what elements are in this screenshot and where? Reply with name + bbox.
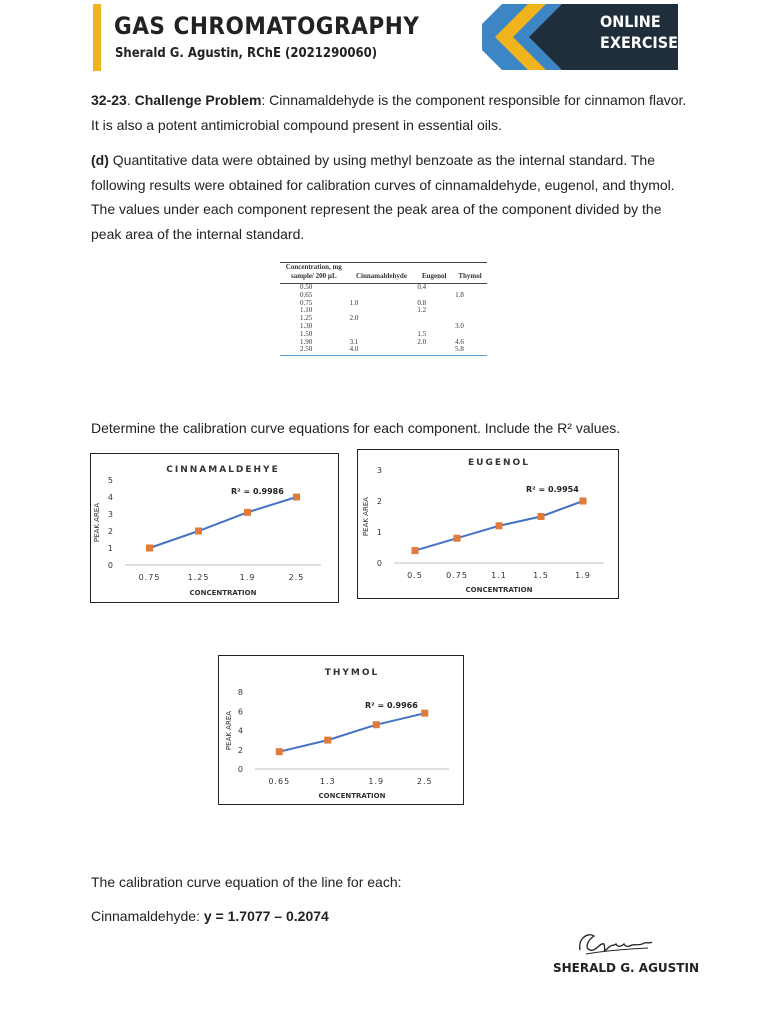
data-point — [496, 522, 503, 529]
table-cell: 1.2 — [417, 306, 427, 315]
data-point — [373, 721, 380, 728]
part-label: (d) — [91, 152, 109, 168]
table-cell — [453, 307, 487, 315]
page-subtitle: Sherald G. Agustin, RChE (2021290060) — [115, 46, 378, 61]
table-cell: 2.50 — [280, 346, 348, 355]
table-cell: 0.75 — [300, 298, 313, 307]
signature-name: SHERALD G. AGUSTIN — [553, 961, 699, 975]
problem-intro-text: : Cinnamaldehyde is the component responsible for cinnamon flavor. It is also a potent antimicrobial compound present in essential oils. — [91, 92, 687, 133]
data-point — [195, 528, 202, 535]
table-cell: 1.25 — [300, 314, 313, 323]
table-row — [280, 346, 487, 355]
y-tick-label: 4 — [237, 726, 243, 736]
y-tick-label: 4 — [107, 493, 113, 502]
banner-line-online: ONLINE — [600, 12, 661, 31]
data-point — [580, 498, 587, 505]
table-cell: 1.0 — [349, 298, 359, 307]
x-tick-label: 0.75 — [138, 573, 161, 582]
x-axis-title: CONCENTRATION — [189, 589, 257, 597]
col-header-thymol: Thymol — [458, 272, 482, 280]
problem-intro — [91, 88, 691, 137]
data-point — [454, 535, 461, 542]
table-cell: 2.0 — [349, 314, 359, 323]
table-cell: 0.50 — [300, 283, 313, 291]
trend-line — [150, 497, 297, 548]
data-point — [276, 748, 283, 755]
chart-eugenol — [358, 450, 618, 598]
table-cell: 3.1 — [349, 337, 359, 346]
trend-line — [279, 713, 425, 752]
table-cell: 1.8 — [455, 290, 464, 299]
data-point — [324, 737, 331, 744]
y-tick-label: 0 — [107, 561, 113, 570]
part-text: Quantitative data were obtained by using methyl benzoate as the internal standard. The following results were obtained for calibration curves of cinnamaldehyde, eugenol, and thymol. The values under each component represent the peak area of the component divided by the peak area of the internal standard. — [91, 152, 675, 242]
chart-title: EUGENOL — [468, 458, 530, 468]
x-tick-label: 0.75 — [446, 571, 468, 580]
page-title: GAS CHROMATOGRAPHY — [114, 12, 420, 40]
chart-thymol — [219, 656, 463, 804]
table-cell — [415, 346, 453, 355]
y-tick-label: 2 — [376, 497, 382, 506]
chart-thymol-frame — [218, 655, 464, 805]
x-axis-title: CONCENTRATION — [465, 586, 533, 594]
table-cell: 1.90 — [300, 337, 313, 346]
y-tick-label: 2 — [107, 527, 113, 536]
y-tick-label: 5 — [107, 476, 113, 485]
y-tick-label: 3 — [107, 510, 113, 519]
table-body — [280, 284, 487, 356]
data-point — [146, 545, 153, 552]
data-point — [412, 547, 419, 554]
table-cell: 3.0 — [455, 321, 464, 330]
chart-title: THYMOL — [324, 668, 380, 678]
instruction-text: Determine the calibration curve equations for each component. Include the R² values. — [91, 420, 621, 436]
x-axis-title: CONCENTRATION — [318, 792, 386, 800]
x-tick-label: 0.5 — [407, 571, 423, 580]
x-tick-label: 1.9 — [239, 573, 256, 582]
y-tick-label: 8 — [237, 688, 243, 697]
result-cinnamaldehyde-equation: y = 1.7077 – 0.2074 — [203, 908, 329, 924]
x-tick-label: 1.9 — [368, 777, 385, 786]
table-cell: 0.8 — [417, 298, 427, 307]
table-cell: 1.30 — [300, 321, 313, 330]
chart-cinnamaldehyde-frame — [90, 453, 339, 603]
table-cell: 1.10 — [300, 306, 313, 315]
problem-label: Challenge Problem — [134, 92, 262, 108]
header-accent-bar — [93, 4, 101, 71]
x-tick-label: 1.5 — [533, 571, 549, 580]
chart-cinnamaldehyde — [91, 454, 338, 602]
x-tick-label: 1.1 — [491, 571, 507, 580]
table-cell: 0.65 — [300, 290, 313, 299]
y-tick-label: 2 — [237, 745, 243, 755]
results-intro: The calibration curve equation of the line for each: — [91, 874, 402, 890]
chart-title: CINNAMALDEHYE — [166, 465, 280, 475]
x-tick-label: 2.5 — [416, 777, 433, 786]
x-tick-label: 1.25 — [187, 573, 210, 582]
r-squared-label: R² = 0.9954 — [526, 485, 579, 494]
col-header-cinnamaldehyde: Cinnamaldehyde — [355, 272, 407, 280]
table-cell: 4.0 — [348, 346, 416, 355]
table-cell — [415, 315, 453, 323]
y-tick-label: 0 — [237, 765, 243, 774]
problem-number-sep: . — [126, 92, 135, 108]
data-point — [244, 509, 251, 516]
y-axis-title: PEAK AREA — [93, 502, 101, 543]
problem-number: 32-23 — [91, 92, 127, 108]
result-cinnamaldehyde-label: Cinnamaldehyde: — [91, 908, 204, 924]
table-header-row — [280, 263, 487, 284]
x-tick-label: 0.65 — [268, 777, 291, 786]
table-cell: 1.50 — [300, 329, 313, 338]
y-tick-label: 1 — [376, 528, 382, 537]
y-axis-title: PEAK AREA — [362, 496, 370, 537]
data-point — [538, 513, 545, 520]
table-cell: 4.6 — [455, 337, 464, 346]
y-axis-title: PEAK AREA — [225, 710, 233, 751]
table-cell — [453, 300, 487, 308]
banner-line-exercise: EXERCISE — [600, 33, 678, 52]
y-tick-label: 3 — [376, 466, 382, 475]
r-squared-label: R² = 0.9966 — [365, 701, 418, 710]
y-tick-label: 6 — [237, 707, 243, 717]
table-cell: 1.5 — [417, 329, 427, 338]
table-cell: 2.0 — [417, 337, 427, 346]
table-cell: 5.8 — [453, 346, 487, 355]
col-header-eugenol: Eugenol — [421, 272, 447, 280]
data-point — [421, 710, 428, 717]
x-tick-label: 2.5 — [288, 573, 305, 582]
x-tick-label: 1.3 — [319, 777, 336, 786]
r-squared-label: R² = 0.9986 — [231, 487, 284, 496]
col-header-concentration: Concentration, mg sample/ 200 µL — [285, 263, 342, 280]
y-tick-label: 1 — [107, 544, 113, 553]
problem-part-d — [91, 148, 691, 246]
signature-image — [574, 924, 654, 958]
table-cell: 0.4 — [417, 283, 427, 291]
table-cell — [348, 284, 416, 292]
banner-text — [600, 11, 680, 53]
chart-eugenol-frame — [357, 449, 619, 599]
table-cell — [348, 323, 416, 331]
calibration-data-table — [280, 262, 487, 356]
x-tick-label: 1.9 — [575, 571, 591, 580]
y-tick-label: 0 — [376, 559, 382, 568]
data-point — [293, 494, 300, 501]
